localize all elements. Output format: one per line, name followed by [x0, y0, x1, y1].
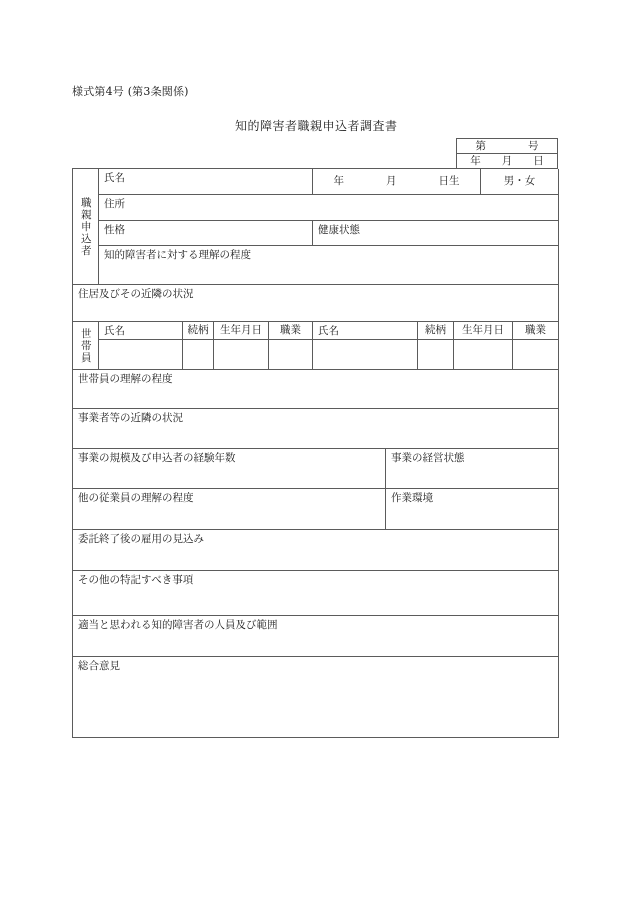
household-cell-job-1[interactable] [269, 340, 313, 370]
household-header-row [99, 322, 558, 340]
household-col-relation-1-label: 続柄 [187, 323, 209, 336]
residence-row [73, 285, 558, 322]
overall-opinion-row [73, 657, 558, 738]
household-col-name-1 [99, 322, 183, 340]
residence-label: 住居及びその近隣の状況 [78, 288, 194, 300]
business-management-label: 事業の経営状態 [391, 452, 465, 464]
residence-field[interactable] [73, 285, 559, 322]
household-col-relation-1 [183, 322, 214, 340]
overall-opinion-label: 総合意見 [78, 660, 120, 672]
applicant-birthdate-label: 年 月 日生 [333, 174, 460, 187]
household-col-dob-2 [454, 322, 513, 340]
date-row-label: 年 月 日 [470, 154, 544, 167]
applicant-vertical-label [73, 169, 99, 285]
applicant-birthdate-field[interactable] [313, 169, 481, 195]
household-col-name-2 [313, 322, 418, 340]
applicant-personality-health-row [99, 221, 558, 246]
household-col-relation-2-label: 続柄 [425, 323, 446, 336]
other-notes-row [73, 571, 558, 616]
number-row-label: 第 号 [475, 139, 539, 152]
applicant-name-row [99, 169, 558, 195]
employee-understanding-row [73, 489, 558, 530]
other-notes-label: その他の特記すべき事項 [78, 574, 194, 586]
employment-prospect-label: 委託終了後の雇用の見込み [78, 533, 204, 545]
employment-prospect-row [73, 530, 558, 571]
employee-understanding-label: 他の従業員の理解の程度 [78, 492, 194, 504]
applicant-understanding-label: 知的障害者に対する理解の程度 [104, 249, 251, 261]
business-management-field[interactable] [386, 449, 559, 489]
number-date-box [456, 138, 558, 169]
applicant-address-field[interactable] [99, 195, 559, 221]
household-cell-relation-2[interactable] [418, 340, 454, 370]
applicant-sex-field[interactable] [481, 169, 559, 195]
applicant-rows [99, 169, 558, 285]
household-understanding-field[interactable] [73, 370, 559, 409]
applicant-health-label: 健康状態 [318, 224, 360, 236]
survey-form-table [72, 168, 558, 738]
applicant-understanding-field[interactable] [99, 246, 559, 285]
household-col-name-1-label: 氏名 [104, 325, 125, 337]
household-cell-dob-2[interactable] [454, 340, 513, 370]
household-col-job-2 [513, 322, 559, 340]
overall-opinion-field[interactable] [73, 657, 559, 738]
household-block [73, 322, 558, 370]
household-cell-dob-1[interactable] [214, 340, 269, 370]
form-number: 様式第4号 (第3条関係) [72, 85, 189, 98]
household-vertical-label-text: 世帯員 [79, 327, 92, 364]
household-cell-name-1[interactable] [99, 340, 183, 370]
household-vertical-label [73, 322, 99, 370]
applicant-sex-label: 男・女 [503, 174, 536, 187]
household-col-job-1 [269, 322, 313, 340]
business-scale-field[interactable] [73, 449, 386, 489]
applicant-personality-field[interactable] [99, 221, 313, 246]
applicant-name-field[interactable] [99, 169, 313, 195]
applicant-name-label: 氏名 [104, 172, 125, 184]
household-cell-relation-1[interactable] [183, 340, 214, 370]
work-environment-label: 作業環境 [391, 492, 433, 504]
business-neighborhood-label: 事業者等の近隣の状況 [78, 412, 183, 424]
employment-prospect-field[interactable] [73, 530, 559, 571]
applicant-address-row [99, 195, 558, 221]
other-notes-field[interactable] [73, 571, 559, 616]
household-col-job-1-label: 職業 [280, 323, 301, 336]
work-environment-field[interactable] [386, 489, 559, 530]
household-cell-name-2[interactable] [313, 340, 418, 370]
household-understanding-label: 世帯員の理解の程度 [78, 373, 173, 385]
suitable-scope-field[interactable] [73, 616, 559, 657]
business-neighborhood-field[interactable] [73, 409, 559, 449]
applicant-understanding-row [99, 246, 558, 285]
household-understanding-row [73, 370, 558, 409]
applicant-health-field[interactable] [313, 221, 559, 246]
suitable-scope-row [73, 616, 558, 657]
suitable-scope-label: 適当と思われる知的障害者の人員及び範囲 [78, 619, 278, 631]
household-table [99, 322, 558, 370]
applicant-vertical-label-text: 職親申込者 [79, 196, 92, 257]
household-col-dob-1-label: 生年月日 [220, 323, 262, 336]
business-scale-label: 事業の規模及び申込者の経験年数 [78, 452, 236, 464]
applicant-address-label: 住所 [104, 198, 125, 210]
household-cell-job-2[interactable] [513, 340, 559, 370]
business-neighborhood-row [73, 409, 558, 449]
household-col-name-2-label: 氏名 [318, 325, 339, 337]
household-entry-row [99, 340, 558, 370]
applicant-personality-label: 性格 [104, 224, 125, 236]
household-col-dob-1 [214, 322, 269, 340]
employee-understanding-field[interactable] [73, 489, 386, 530]
number-row[interactable] [457, 139, 557, 154]
business-scale-row [73, 449, 558, 489]
household-col-relation-2 [418, 322, 454, 340]
date-row[interactable] [457, 154, 557, 169]
household-col-job-2-label: 職業 [525, 323, 546, 336]
applicant-block [73, 169, 558, 285]
household-col-dob-2-label: 生年月日 [462, 323, 504, 336]
page-title: 知的障害者職親申込者調査書 [235, 119, 398, 133]
